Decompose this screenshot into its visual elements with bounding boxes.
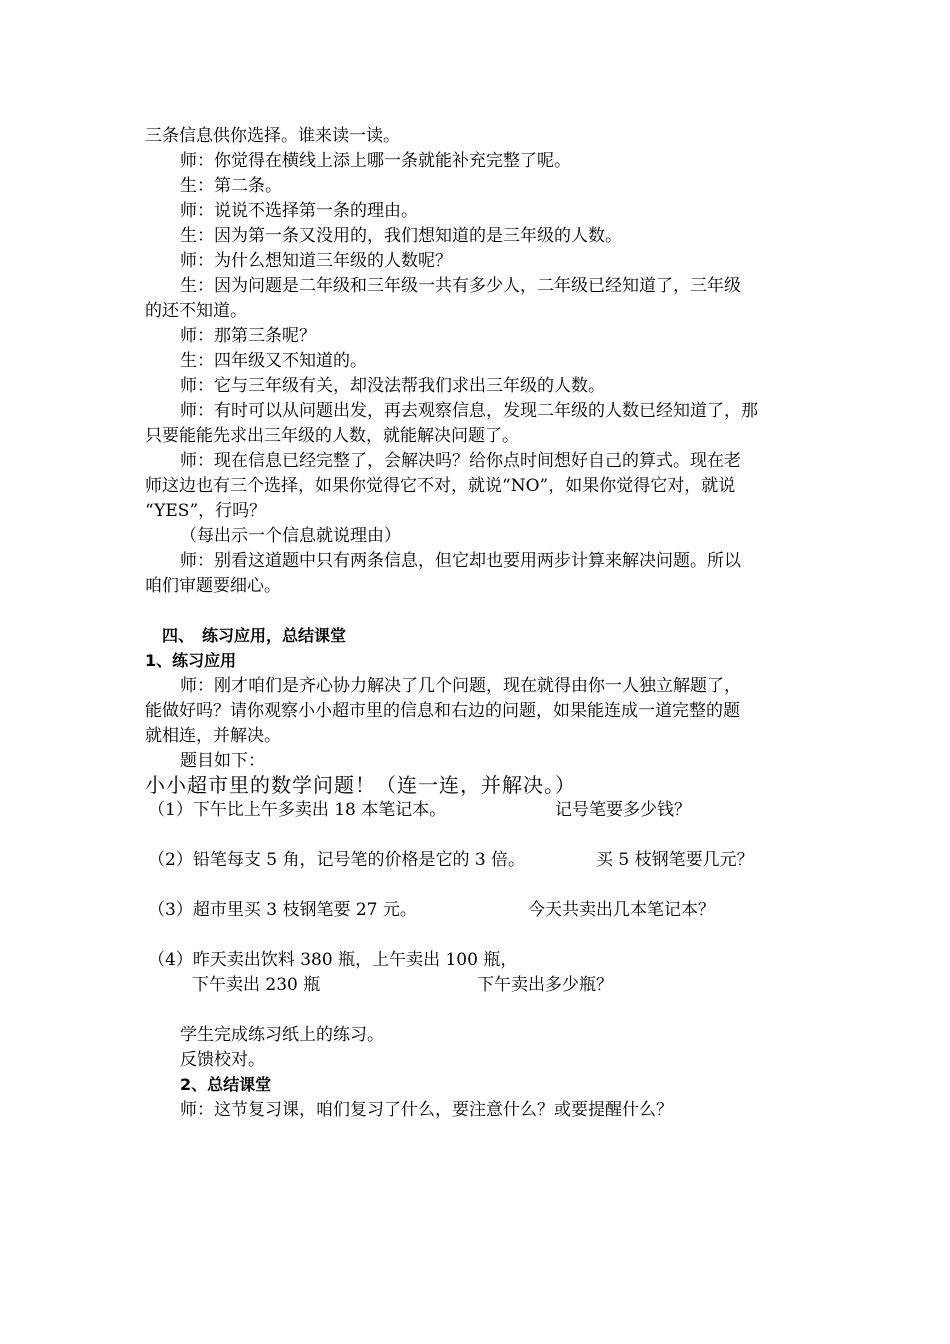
exercise-condition: （2）铅笔每支 5 角，记号笔的价格是它的 3 倍。 — [148, 850, 526, 870]
paragraph: 师：为什么想知道三年级的人数呢？ — [180, 251, 452, 271]
paragraph: 反馈校对。 — [180, 1050, 265, 1070]
exercise-condition: （1）下午比上午多卖出 18 本笔记本。 — [148, 800, 447, 820]
paragraph: 师：它与三年级有关，却没法帮我们求出三年级的人数。 — [180, 376, 605, 396]
paragraph: 师：有时可以从问题出发，再去观察信息，发现二年级的人数已经知道了，那 — [180, 401, 758, 421]
paragraph: 师：现在信息已经完整了，会解决吗？给你点时间想好自己的算式。现在老 — [180, 451, 741, 471]
paragraph: “YES”，行吗？ — [145, 501, 267, 521]
paragraph: 师这边也有三个选择，如果你觉得它不对，就说“NO”，如果你觉得它对，就说 — [145, 476, 736, 496]
paragraph: 学生完成练习纸上的练习。 — [180, 1025, 384, 1045]
paragraph: 三条信息供你选择。谁来读一读。 — [145, 126, 400, 146]
paragraph: 生：因为第一条又没用的，我们想知道的是三年级的人数。 — [180, 226, 622, 246]
paragraph: 师：这节复习课，咱们复习了什么，要注意什么？或要提醒什么？ — [180, 1100, 673, 1120]
paragraph: 只要能能先求出三年级的人数，就能解决问题了。 — [145, 426, 519, 446]
paragraph: 能做好吗？请你观察小小超市里的信息和右边的问题，如果能连成一道完整的题 — [145, 701, 740, 721]
paragraph: 生：因为问题是二年级和三年级一共有多少人，二年级已经知道了，三年级 — [180, 276, 741, 296]
section-heading: 四、 练习应用，总结课堂 — [162, 626, 347, 645]
subsection-heading: 1、练习应用 — [145, 651, 237, 670]
paragraph: 的还不知道。 — [145, 301, 247, 321]
exercise-question: 今天共卖出几本笔记本？ — [528, 900, 715, 920]
exercise-condition: （4）昨天卖出饮料 380 瓶，上午卖出 100 瓶， — [148, 950, 518, 970]
paragraph: 题目如下： — [180, 751, 265, 771]
paragraph: 生：四年级又不知道的。 — [180, 351, 367, 371]
exercise-question: 下午卖出多少瓶？ — [477, 975, 613, 995]
paragraph: 生：第二条。 — [180, 176, 282, 196]
subsection-heading: 2、总结课堂 — [180, 1075, 272, 1094]
paragraph: 师：刚才咱们是齐心协力解决了几个问题，现在就得由你一人独立解题了， — [180, 676, 741, 696]
exercise-question: 记号笔要多少钱？ — [555, 800, 691, 820]
paragraph: 师：说说不选择第一条的理由。 — [180, 201, 418, 221]
paragraph: 咱们审题要细心。 — [145, 576, 281, 596]
paragraph: 师：你觉得在横线上添上哪一条就能补充完整了呢。 — [180, 151, 571, 171]
exercise-question: 买 5 枝钢笔要几元？ — [596, 850, 754, 870]
exercise-condition-cont: 下午卖出 230 瓶 — [192, 975, 321, 995]
paragraph: （每出示一个信息就说理由） — [180, 526, 401, 546]
exercise-title: 小小超市里的数学问题！（连一连，并解决。） — [145, 773, 576, 797]
paragraph: 就相连，并解决。 — [145, 726, 281, 746]
paragraph: 师：别看这道题中只有两条信息，但它却也要用两步计算来解决问题。所以 — [180, 551, 741, 571]
paragraph: 师：那第三条呢？ — [180, 326, 316, 346]
exercise-condition: （3）超市里买 3 枝钢笔要 27 元。 — [148, 900, 417, 920]
